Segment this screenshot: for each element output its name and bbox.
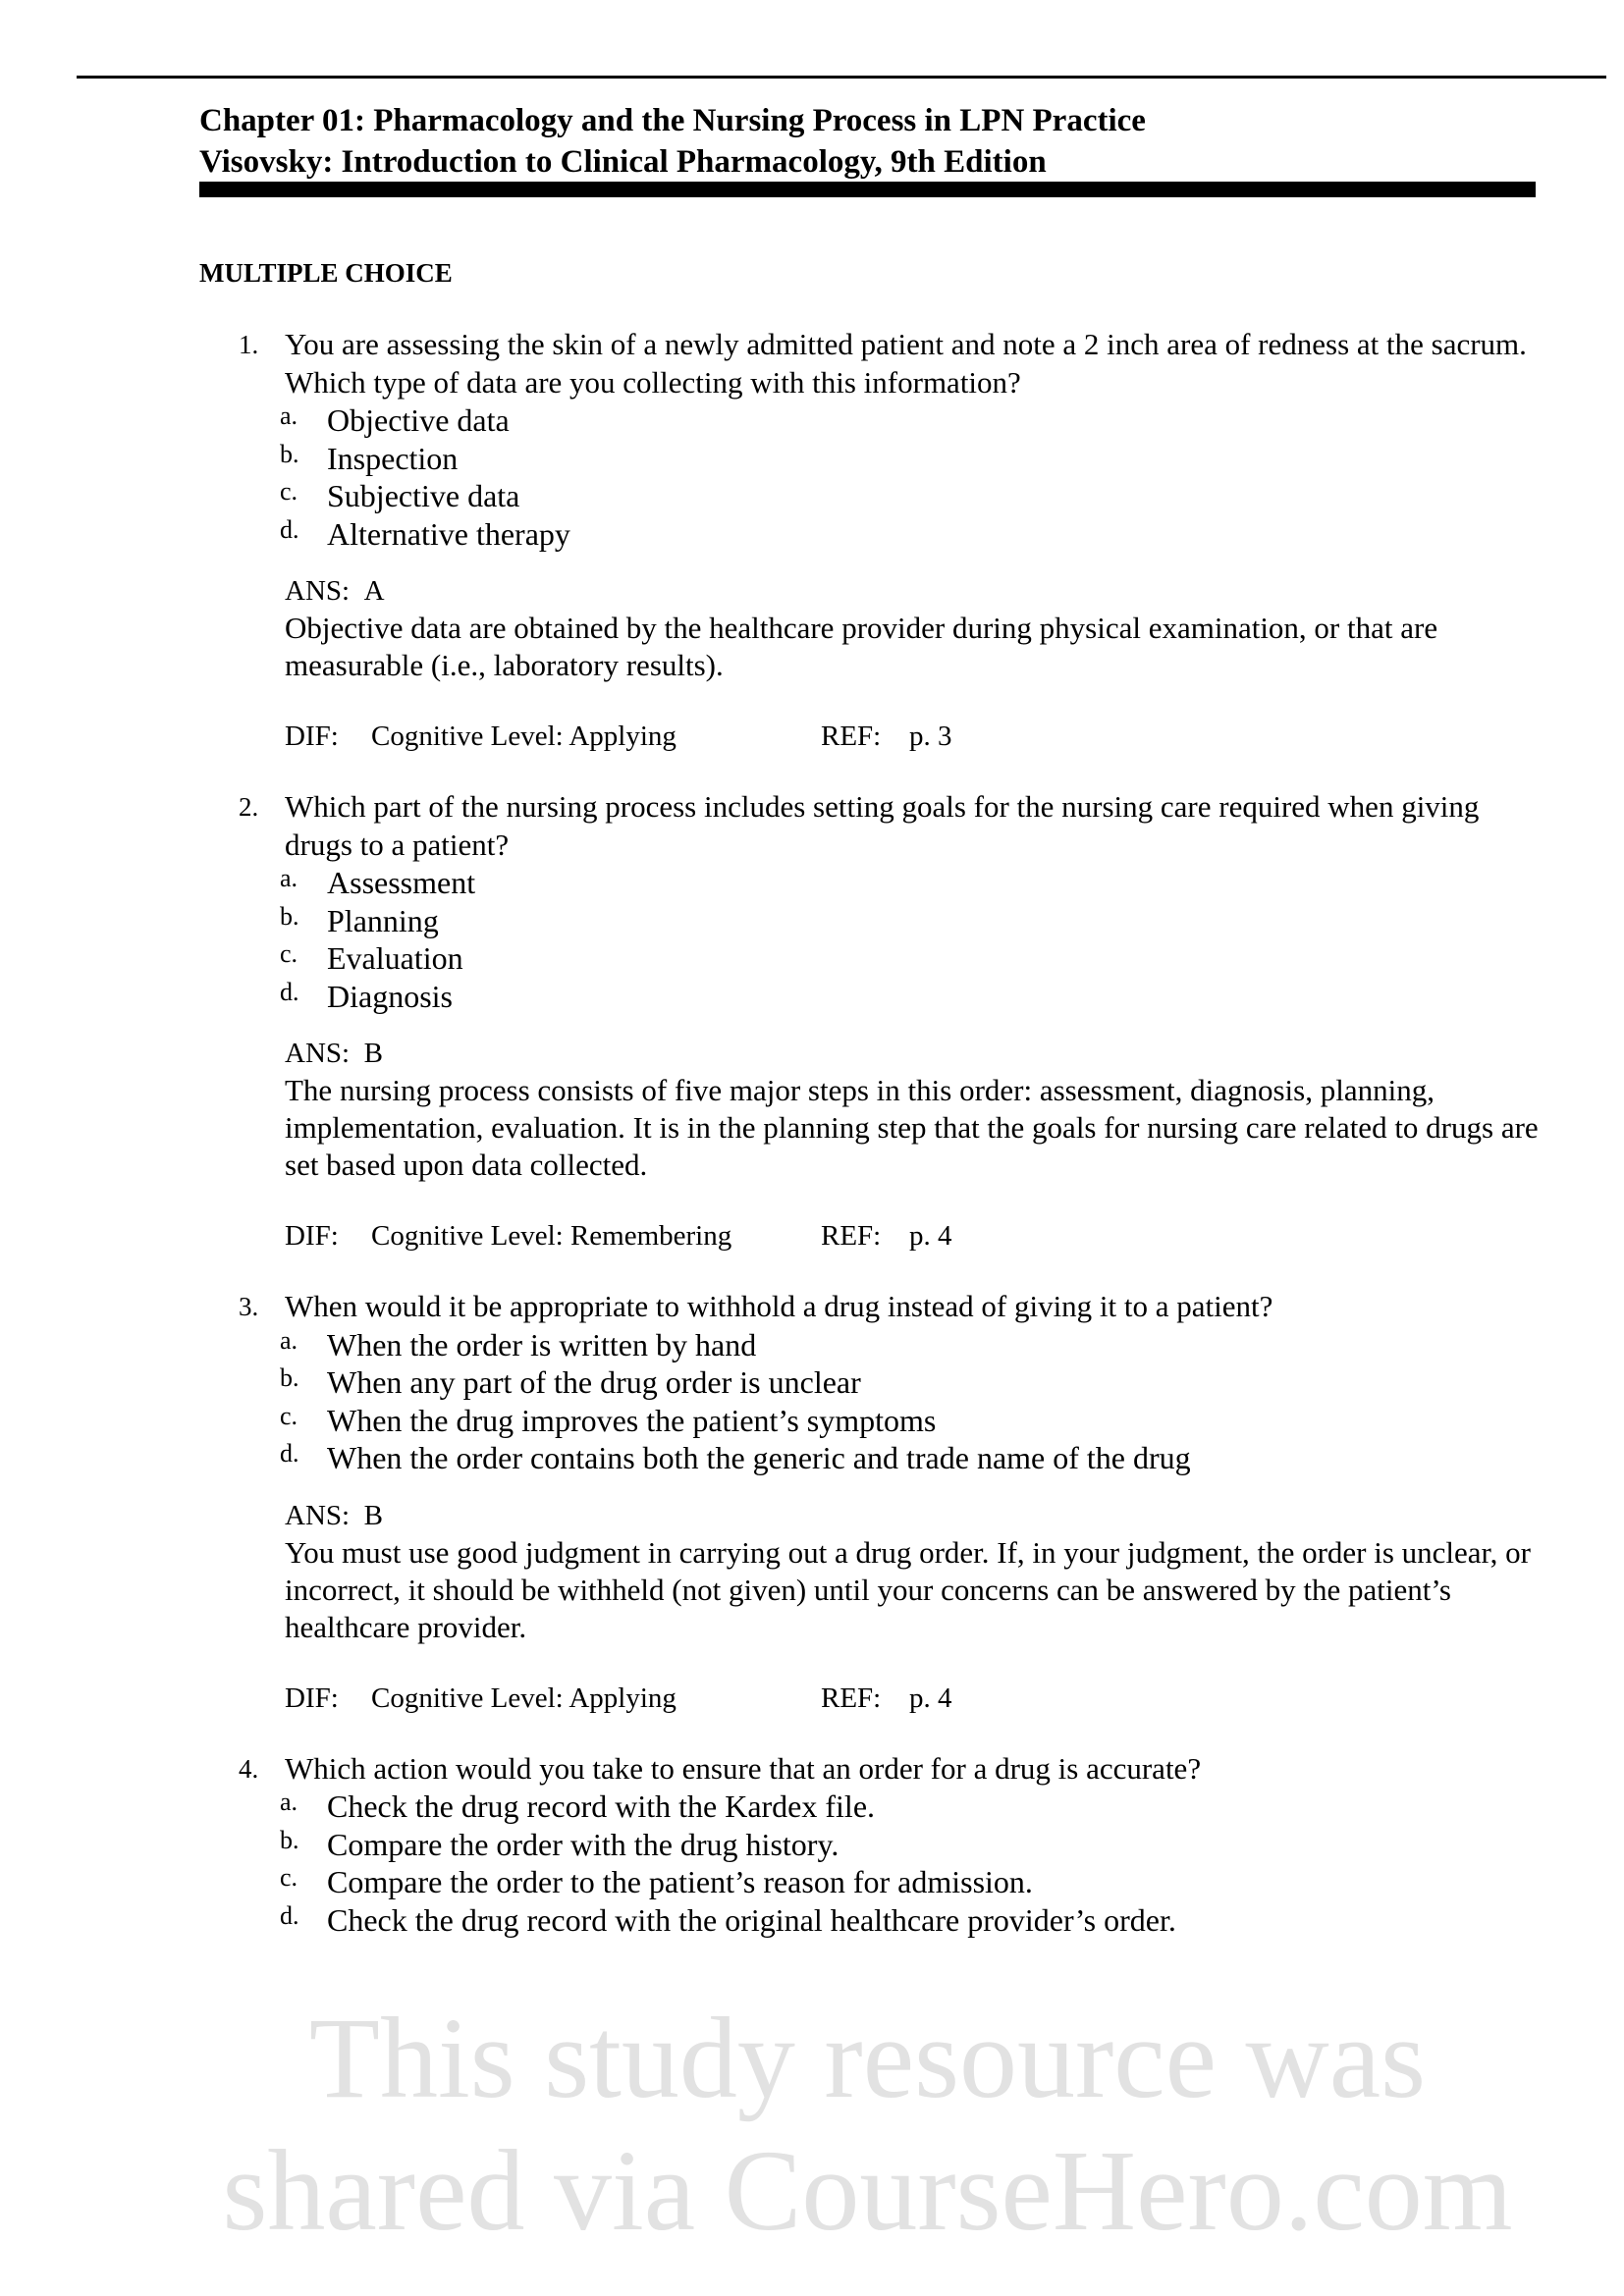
option-letter: d. [280,1439,299,1468]
option-d [280,515,1544,554]
option-text: When the order is written by hand [327,1326,757,1362]
ans-label: ANS: [285,1038,351,1069]
question-block [239,1750,1544,1940]
option-b [280,902,1544,940]
option-a [280,1788,1544,1826]
question-block [239,326,1544,755]
dif-label: DIF: [285,1682,339,1714]
option-letter: b. [280,901,299,931]
option-text: Subjective data [327,478,520,513]
title-underline-bar [199,182,1536,197]
option-c [280,1402,1544,1440]
option-c [280,1863,1544,1901]
answer-value: A [363,575,385,607]
metadata-row [285,718,1544,755]
option-letter: a. [280,864,298,892]
option-text: Objective data [327,402,510,438]
option-c [280,477,1544,515]
option-text: When any part of the drug order is unclear [327,1364,861,1400]
option-a [280,1326,1544,1364]
answer [285,1035,1544,1072]
book-title: Visovsky: Introduction to Clinical Pharmacology, 9th Edition [199,144,1047,180]
option-letter: b. [280,1825,299,1854]
option-letter: a. [280,1325,298,1355]
question-number: 2. [239,792,259,822]
options-list [280,864,1544,1015]
page-ref: p. 4 [909,1220,952,1252]
watermark-line2: shared via CourseHero.com [222,2126,1513,2255]
option-text: Compare the order to the patient’s reason for admission. [327,1864,1033,1899]
question-text: Which action would you take to ensure that an order for a drug is accurate? [285,1750,1202,1786]
option-letter: d. [280,977,299,1006]
page-ref: p. 3 [909,721,952,752]
option-a [280,864,1544,902]
answer [285,1497,1544,1534]
question-number: 4. [239,1753,259,1784]
ref-label: REF: [821,1682,882,1714]
options-list [280,1326,1544,1477]
option-letter: d. [280,514,299,544]
option-text: Inspection [327,440,459,476]
option-text: When the drug improves the patient’s symptoms [327,1402,937,1438]
page-ref: p. 4 [909,1682,952,1714]
option-letter: a. [280,401,298,430]
ans-label: ANS: [285,1499,351,1531]
option-text: Assessment [327,865,476,900]
ref-label: REF: [821,721,882,752]
option-text: When the order contains both the generic and trade name of the drug [327,1440,1191,1475]
explanation: You must use good judgment in carrying out a drug order. If, in your judgment, the order is unclear, or incorrect, it should be withheld (not given) until your concerns can be answered by the patient’s healthcare provider. [285,1534,1531,1644]
dif-label: DIF: [285,1220,339,1252]
option-text: Check the drug record with the original healthcare provider’s order. [327,1901,1176,1938]
difficulty: Cognitive Level: Applying [371,721,677,752]
ref-label: REF: [821,1220,882,1252]
option-b [280,1826,1544,1864]
option-text: Planning [327,902,439,938]
option-b [280,1363,1544,1402]
option-text: Alternative therapy [327,515,570,552]
option-c [280,939,1544,978]
option-a [280,401,1544,440]
option-letter: b. [280,439,299,468]
answer-value: B [363,1038,383,1069]
option-d [280,1901,1544,1940]
options-list [280,401,1544,553]
question-text: When would it be appropriate to withhold a drug instead of giving it to a patient? [285,1289,1273,1323]
option-letter: c. [280,1401,298,1430]
options-list [280,1788,1544,1939]
question-list [239,326,1544,1972]
question-block [239,1288,1544,1717]
ans-label: ANS: [285,575,351,607]
option-text: Diagnosis [327,978,453,1014]
question-block [239,788,1544,1255]
explanation: The nursing process consists of five major steps in this order: assessment, diagnosis, planning, implementation, evaluation. It is in the planning step that the goals for nursing care related to drugs are set based upon data collected. [285,1073,1539,1182]
difficulty: Cognitive Level: Remembering [371,1220,732,1252]
answer-value: B [363,1499,383,1531]
option-letter: b. [280,1363,299,1392]
top-rule [77,76,1606,79]
watermark-line1: This study resource was [308,1994,1427,2122]
option-letter: c. [280,1863,298,1892]
option-d [280,1439,1544,1477]
option-text: Check the drug record with the Kardex file. [327,1789,876,1824]
metadata-row [285,1680,1544,1717]
option-letter: c. [280,477,298,506]
question-text: You are assessing the skin of a newly admitted patient and note a 2 inch area of redness at the sacrum. Which type of data are you collecting with this information? [285,327,1527,400]
option-text: Evaluation [327,940,463,976]
section-heading: MULTIPLE CHOICE [199,258,453,288]
question-number: 3. [239,1292,259,1321]
chapter-title: Chapter 01: Pharmacology and the Nursing Process in LPN Practice [199,103,1146,138]
metadata-row [285,1217,1544,1255]
option-letter: a. [280,1788,298,1816]
dif-label: DIF: [285,721,339,752]
explanation: Objective data are obtained by the healthcare provider during physical examination, or that are measurable (i.e., laboratory results). [285,611,1438,682]
option-letter: c. [280,939,298,968]
question-number: 1. [239,330,259,359]
answer [285,572,1544,610]
question-text: Which part of the nursing process includes setting goals for the nursing care required when giving drugs to a patient? [285,789,1480,862]
difficulty: Cognitive Level: Applying [371,1682,677,1714]
watermark [199,1992,1536,2257]
option-letter: d. [280,1900,299,1930]
option-b [280,440,1544,478]
option-d [280,978,1544,1016]
option-text: Compare the order with the drug history. [327,1826,839,1862]
